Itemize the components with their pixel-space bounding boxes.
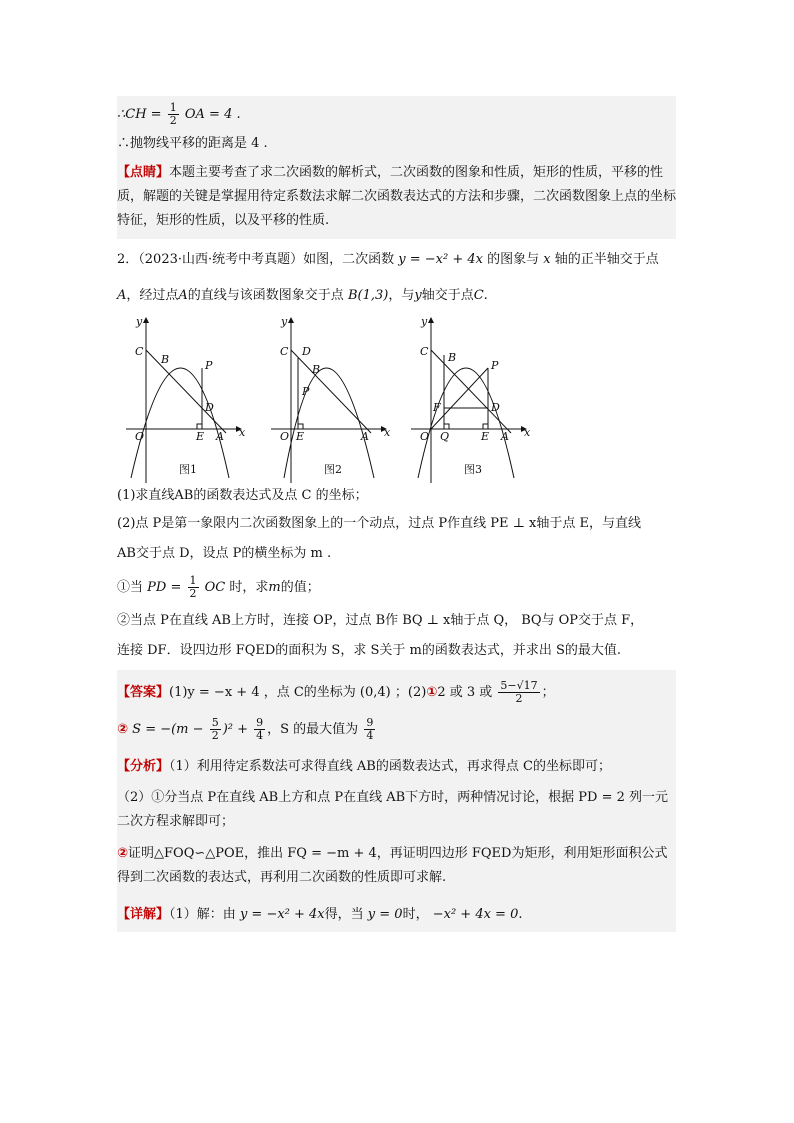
question-2-line-2: AB交于点 D，设点 P的横坐标为 m .	[117, 546, 332, 561]
analysis-tag: 【分析】	[117, 759, 170, 774]
question-2-2-line-1: ②当点 P在直线 AB上方时，连接 OP，过点 B作 BQ ⊥ x轴于点 Q， BQ与 OP交于点 F，	[117, 613, 644, 628]
comment-tag: 【点睛】	[117, 165, 170, 180]
svg-text:图1: 图1	[179, 463, 197, 476]
answer-line-1: 【答案】(1)y = −x + 4 ，点 C的坐标为 (0,4) ；(2)①2 或 3 或 $\frac{5-√17}{2}$ ；	[117, 679, 555, 705]
question-2-2-line-2: 连接 DF．设四边形 FQED的面积为 S，求 S关于 m的函数表达式，并求出 S的最大值.	[117, 643, 622, 658]
svg-text:C: C	[135, 345, 144, 358]
svg-text:y: y	[136, 315, 143, 328]
svg-text:P: P	[205, 359, 213, 372]
svg-text:E: E	[481, 430, 490, 443]
page-content	[117, 96, 676, 932]
svg-text:F: F	[433, 401, 441, 414]
svg-text:图3: 图3	[464, 463, 482, 476]
analysis-line-3: ②证明△FOQ∽△POE，推出 FQ = −m + 4，再证明四边形 FQED为矩形，利用矩形面积公式得到二次函数的表达式，再利用二次函数的性质即可求解.	[117, 846, 668, 885]
svg-text:A: A	[501, 430, 509, 443]
svg-text:B: B	[161, 353, 170, 366]
answer-tag: 【答案】	[117, 685, 170, 700]
svg-text:D: D	[491, 401, 500, 414]
question-1: (1)求直线AB的函数表达式及点 C 的坐标；	[117, 488, 368, 503]
svg-text:O: O	[280, 430, 290, 443]
question-2-line-1: (2)点 P是第一象限内二次函数图象上的一个动点，过点 P作直线 PE ⊥ x轴于点 E，与直线	[117, 516, 641, 531]
svg-text:B: B	[312, 363, 321, 376]
svg-text:C: C	[280, 345, 289, 358]
svg-text:x: x	[239, 426, 246, 439]
svg-text:C: C	[420, 345, 429, 358]
question-2-1: ①当 PD = $\frac{1}{2}$ OC 时，求m的值；	[117, 574, 320, 600]
svg-text:x: x	[384, 426, 391, 439]
figures	[121, 313, 541, 483]
solution-continuation	[117, 96, 676, 239]
svg-text:图2: 图2	[324, 463, 342, 476]
comment-paragraph: 【点睛】本题主要考查了求二次函数的解析式，二次函数的图象和性质，矩形的性质，平移的性质，解题的关键是掌握用待定系数法求解二次函数表达式的方法和步骤，二次函数图象上点的坐标特征，矩形的性质，以及平移的性质.	[117, 165, 677, 228]
analysis-line-2: （2）①分当点 P在直线 AB上方和点 P在直线 AB下方时，两种情况讨论，根据 PD = 2 列一元二次方程求解即可；	[117, 790, 669, 829]
fraction: $\frac{1}{2}$	[169, 101, 177, 127]
answer-line-2: ② S = −(m − $\frac{5}{2}$ )² + $\frac{9}{4}$ ，S 的最大值为 $\frac{9}{4}$	[117, 716, 374, 742]
svg-text:O: O	[420, 430, 430, 443]
analysis-line-1: 【分析】（1）利用待定系数法可求得直线 AB的函数表达式，再求得点 C的坐标即可；	[117, 759, 611, 774]
distance-line: ∴抛物线平移的距离是 4 .	[117, 136, 268, 151]
svg-text:Q: Q	[440, 430, 450, 443]
svg-text:y: y	[421, 315, 428, 328]
svg-text:P: P	[302, 385, 310, 398]
fraction: $\frac{9}{4}$	[256, 716, 264, 742]
svg-text:D: D	[302, 345, 311, 358]
fraction: $\frac{5}{2}$	[211, 716, 219, 742]
problem-line-2: A，经过点A的直线与该函数图象交于点 B(1,3)，与y轴交于点C.	[117, 288, 488, 303]
figure-3	[411, 318, 526, 483]
ch-equation-line: ∴CH = $\frac{1}{2}$ OA = 4 .	[117, 101, 241, 127]
detail-line: 【详解】（1）解：由 y = −x² + 4x得，当 y = 0时， −x² + 4x = 0.	[117, 907, 523, 922]
fraction: $\frac{1}{2}$	[189, 574, 197, 600]
fraction: $\frac{9}{4}$	[366, 716, 374, 742]
svg-text:B: B	[448, 351, 457, 364]
figure-2	[271, 318, 386, 483]
svg-text:A: A	[361, 430, 369, 443]
problem-line-1: 2．（2023·山西·统考中考真题）如图，二次函数 y = −x² + 4x 的图象与 x 轴的正半轴交于点	[117, 252, 659, 267]
svg-text:O: O	[135, 430, 145, 443]
svg-text:E: E	[296, 430, 305, 443]
svg-text:E: E	[196, 430, 205, 443]
svg-text:D: D	[205, 401, 214, 414]
svg-text:y: y	[281, 315, 288, 328]
svg-text:P: P	[491, 359, 499, 372]
fraction: $\frac{5-√17}{2}$	[500, 679, 538, 705]
svg-text:A: A	[216, 430, 224, 443]
svg-text:x: x	[524, 426, 531, 439]
solution-block	[117, 670, 676, 932]
figure-1	[126, 318, 241, 483]
detail-tag: 【详解】	[117, 907, 170, 922]
